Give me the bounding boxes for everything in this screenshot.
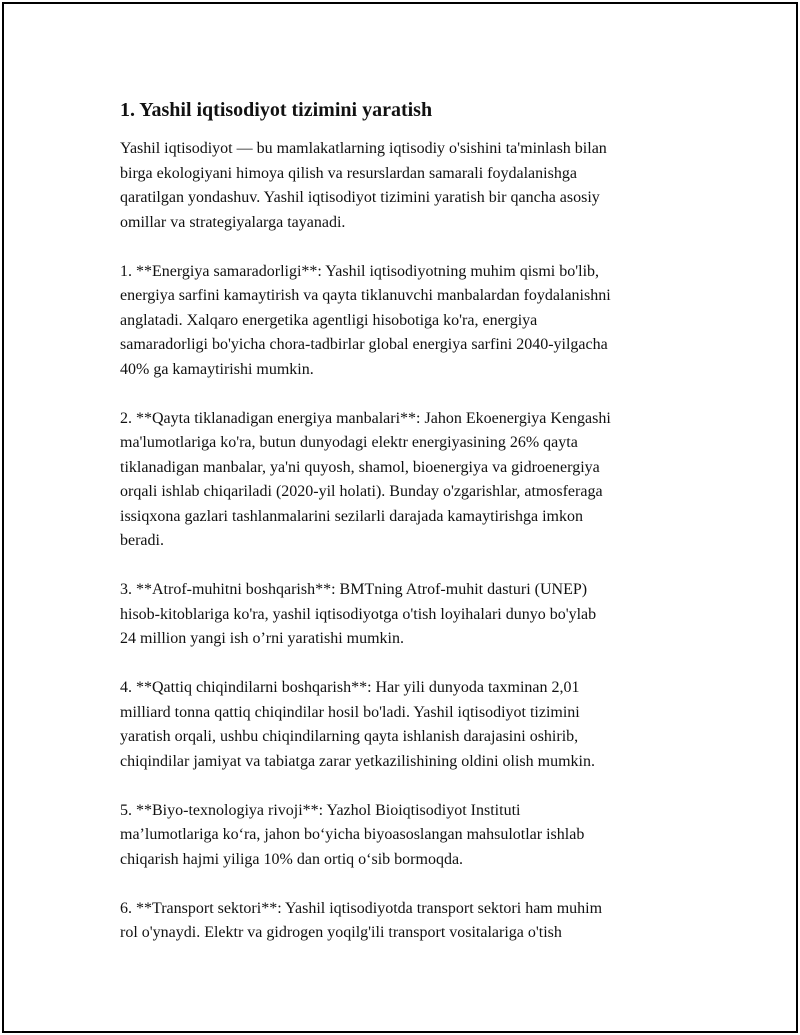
paragraph-line: tiklanadigan manbalar, ya'ni quyosh, shamol, bioenergiya va gidroenergiya <box>120 458 600 476</box>
paragraph-line: hisob-kitoblariga ko'ra, yashil iqtisodiyotga o'tish loyihalari dunyo bo'ylab <box>120 605 597 623</box>
paragraph-line: anglatadi. Xalqaro energetika agentligi hisobotiga ko'ra, energiya <box>120 311 538 329</box>
paragraph-line: issiqxona gazlari tashlanmalarini sezilarli darajada kamaytirishga imkon <box>120 507 583 525</box>
paragraph-line: orqali ishlab chiqariladi (2020-yil holati). Bunday o'zgarishlar, atmosferaga <box>120 483 603 500</box>
paragraph-intro <box>120 137 700 235</box>
paragraph-biotechnology <box>120 799 700 873</box>
paragraph-line: 1. **Energiya samaradorligi**: Yashil iqtisodiyotning muhim qismi bo'lib, <box>120 262 600 280</box>
paragraph-line: 3. **Atrof-muhitni boshqarish**: BMTning Atrof-muhit dasturi (UNEP) <box>120 581 588 598</box>
paragraph-line: 40% ga kamaytirishi mumkin. <box>120 360 314 378</box>
paragraph-line: rol o'ynaydi. Elektr va gidrogen yoqilg'ili transport vositalariga o'tish <box>120 924 562 941</box>
paragraph-line: 2. **Qayta tiklanadigan energiya manbalari**: Jahon Ekoenergiya Kengashi <box>120 409 611 427</box>
paragraph-line: milliard tonna qattiq chiqindilar hosil bo'ladi. Yashil iqtisodiyot tizimini <box>120 703 580 721</box>
paragraph-line: 24 million yangi ish o’rni yaratishi mumkin. <box>120 630 404 647</box>
paragraph-energy-efficiency <box>120 260 700 383</box>
paragraph-line: yaratish orqali, ushbu chiqindilarning qayta ishlanish darajasini oshirib, <box>120 728 579 745</box>
paragraph-environment-management <box>120 578 700 652</box>
paragraph-line: 4. **Qattiq chiqindilarni boshqarish**: Har yili dunyoda taxminan 2,01 <box>120 679 580 696</box>
paragraph-line: 5. **Biyo-texnologiya rivoji**: Yazhol Bioiqtisodiyot Instituti <box>120 801 521 819</box>
paragraph-line: birga ekologiyani himoya qilish va resurslardan samarali foydalanishga <box>120 164 577 182</box>
document-title: 1. Yashil iqtisodiyot tizimini yaratish <box>120 99 433 121</box>
paragraph-renewable-energy <box>120 407 700 554</box>
paragraph-line: chiqindilar jamiyat va tabiatga zarar yetkazilishining oldini olish mumkin. <box>120 752 595 770</box>
paragraph-line: beradi. <box>120 532 164 549</box>
paragraph-line: samaradorligi bo'yicha chora-tadbirlar global energiya sarfini 2040-yilgacha <box>120 336 608 353</box>
paragraph-transport <box>120 897 700 946</box>
page-frame <box>2 2 798 1033</box>
paragraph-line: qaratilgan yondashuv. Yashil iqtisodiyot tizimini yaratish bir qancha asosiy <box>120 189 600 206</box>
paragraph-solid-waste <box>120 676 700 774</box>
paragraph-line: ma’lumotlariga ko‘ra, jahon bo‘yicha biyoasoslangan mahsulotlar ishlab <box>120 826 585 843</box>
paragraph-line: energiya sarfini kamaytirish va qayta tiklanuvchi manbalardan foydalanishni <box>120 287 611 304</box>
document-body <box>120 97 700 970</box>
paragraph-line: 6. **Transport sektori**: Yashil iqtisodiyotda transport sektori ham muhim <box>120 899 603 917</box>
paragraph-line: chiqarish hajmi yiliga 10% dan ortiq o‘sib bormoqda. <box>120 850 464 868</box>
paragraph-line: omillar va strategiyalarga tayanadi. <box>120 213 346 231</box>
paragraph-line: ma'lumotlariga ko'ra, butun dunyodagi elektr energiyasining 26% qayta <box>120 434 578 451</box>
paragraph-line: Yashil iqtisodiyot — bu mamlakatlarning iqtisodiy o'sishini ta'minlash bilan <box>120 140 607 157</box>
